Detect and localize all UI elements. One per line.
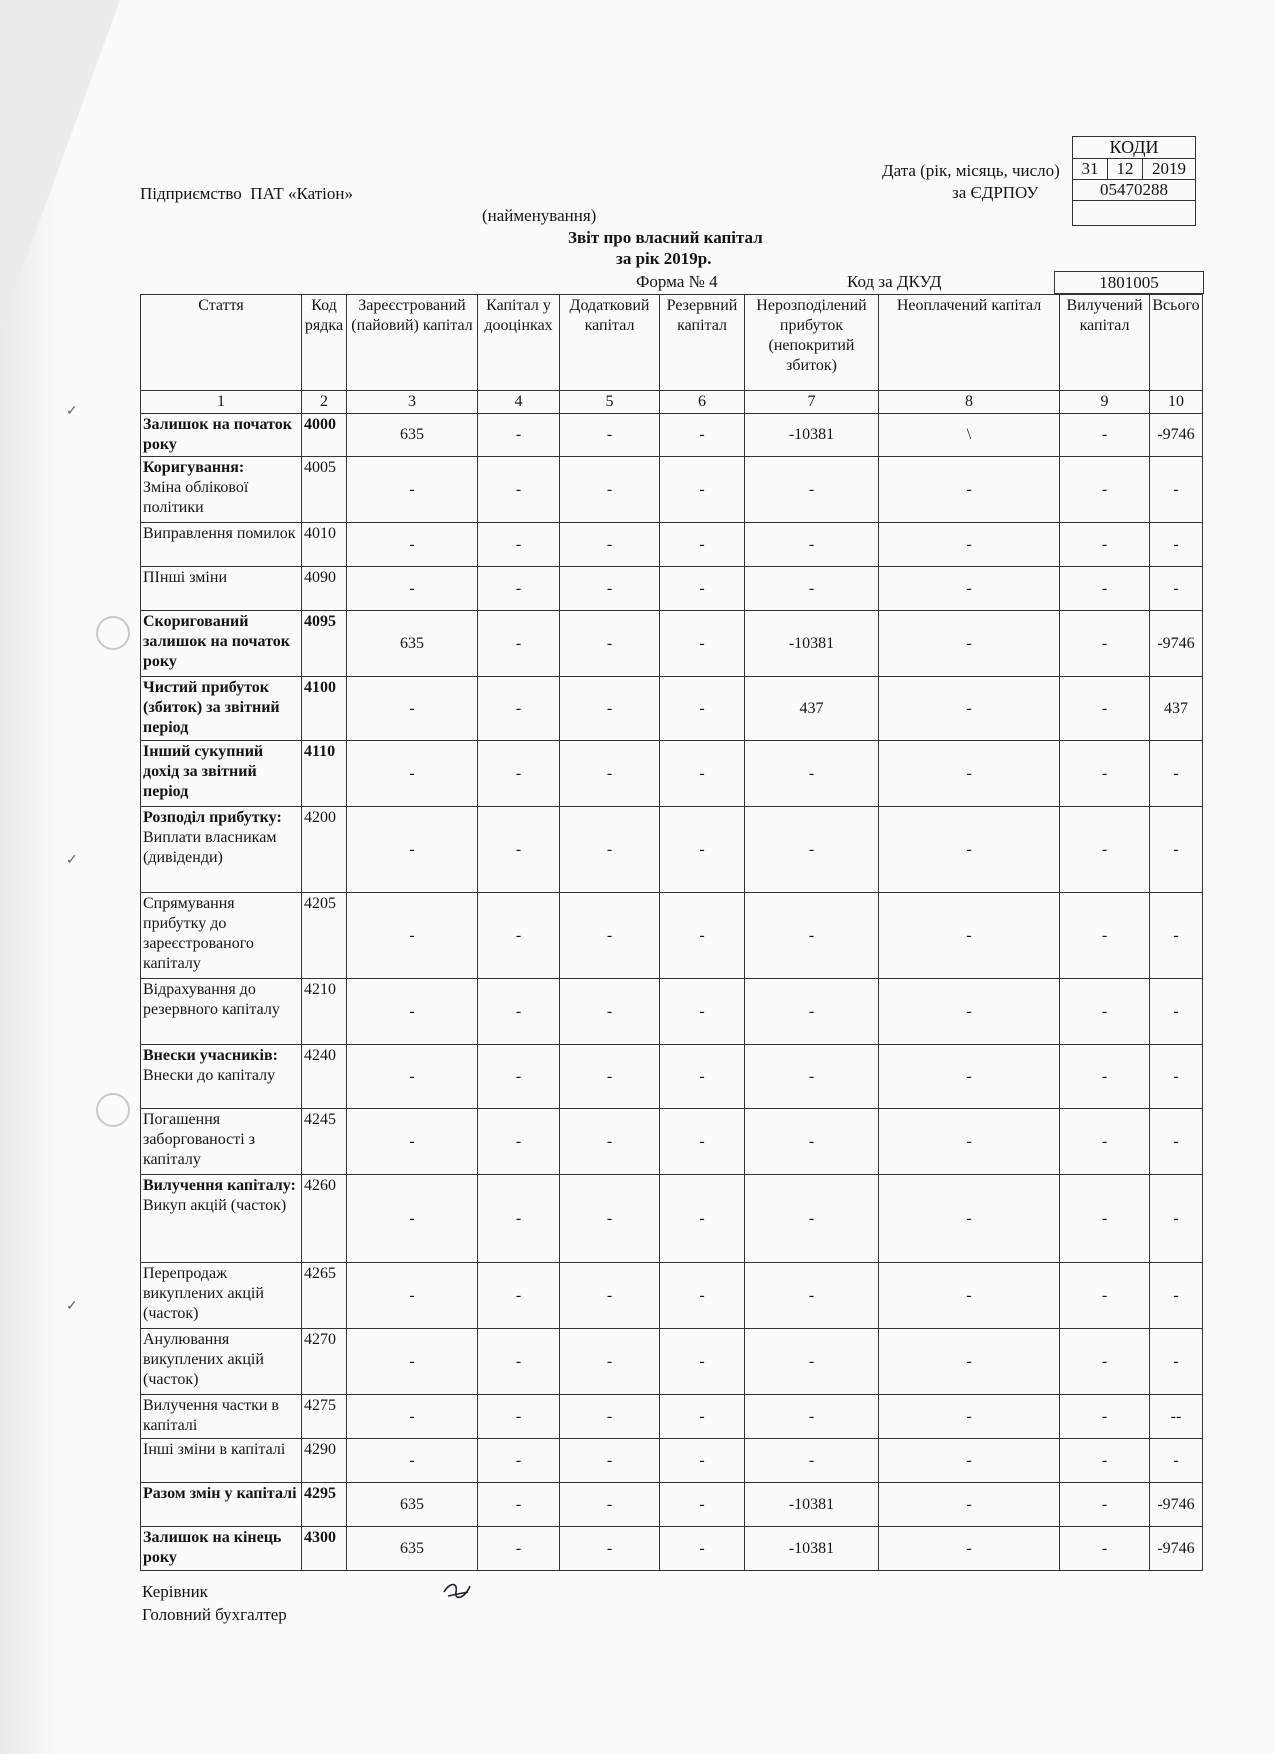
value-cell: - (660, 893, 745, 979)
value-cell: - (347, 1263, 478, 1329)
row-label: Внески до капіталу (143, 1067, 276, 1084)
row-label-cell (141, 1109, 302, 1175)
value-cell: - (478, 741, 560, 807)
row-heading: Розподіл прибутку: (143, 809, 282, 826)
value-cell: - (879, 567, 1060, 611)
value-cell: - (347, 1395, 478, 1439)
value-cell: 437 (745, 677, 879, 741)
value-cell: - (1150, 807, 1203, 893)
column-number: 2 (302, 391, 347, 414)
value-cell: - (879, 741, 1060, 807)
value-cell: - (1150, 1045, 1203, 1109)
table-row (141, 611, 1203, 677)
row-heading: Скоригований залишок на початок року (143, 613, 290, 670)
value-cell: - (478, 1045, 560, 1109)
value-cell: - (745, 523, 879, 567)
row-label: Відрахування до резервного капіталу (143, 981, 280, 1018)
row-code: 4275 (302, 1395, 347, 1439)
pencil-tick-mark: ✓ (66, 853, 78, 868)
value-cell: - (560, 1395, 660, 1439)
value-cell: - (1150, 1263, 1203, 1329)
row-label: Перепродаж викуплених акцій (часток) (143, 1265, 264, 1322)
row-label-cell (141, 741, 302, 807)
value-cell: - (478, 523, 560, 567)
row-code: 4290 (302, 1439, 347, 1483)
codes-title: КОДИ (1073, 137, 1196, 159)
report-period: за рік 2019р. (616, 249, 712, 268)
column-number: 9 (1060, 391, 1150, 414)
value-cell: - (660, 1483, 745, 1527)
value-cell: - (1060, 1329, 1150, 1395)
punch-hole-mark (96, 616, 130, 650)
row-label: Виплати власникам (дивіденди) (143, 829, 277, 866)
row-label-cell (141, 1045, 302, 1109)
value-cell: - (1150, 523, 1203, 567)
value-cell: - (478, 677, 560, 741)
table-row (141, 807, 1203, 893)
codes-empty-cell (1073, 201, 1196, 226)
row-label: Виправлення помилок (143, 525, 296, 542)
row-code: 4270 (302, 1329, 347, 1395)
director-label: Керівник (142, 1582, 208, 1601)
table-row (141, 523, 1203, 567)
value-cell: - (347, 457, 478, 523)
folded-corner (0, 0, 120, 330)
row-label-cell (141, 567, 302, 611)
value-cell: - (745, 807, 879, 893)
date-label: Дата (рік, місяць, число) (882, 161, 1060, 180)
table-body (141, 414, 1203, 1571)
value-cell: - (745, 741, 879, 807)
edrpou-label: за ЄДРПОУ (952, 183, 1039, 202)
value-cell: -10381 (745, 1527, 879, 1571)
value-cell: 437 (1150, 677, 1203, 741)
value-cell: - (478, 1439, 560, 1483)
value-cell: - (745, 1395, 879, 1439)
codes-box (1072, 136, 1196, 226)
form-label: Форма № 4 (636, 272, 718, 291)
value-cell: - (879, 1109, 1060, 1175)
table-row (141, 457, 1203, 523)
value-cell: - (560, 1483, 660, 1527)
value-cell: -10381 (745, 414, 879, 457)
value-cell: - (560, 1109, 660, 1175)
row-label: Погашення заборгованості з капіталу (143, 1111, 255, 1168)
enterprise-name: ПАТ «Катіон» (250, 184, 353, 203)
table-row (141, 979, 1203, 1045)
row-code: 4100 (302, 677, 347, 741)
report-title: Звіт про власний капітал (568, 228, 763, 247)
value-cell: - (1150, 1109, 1203, 1175)
value-cell: - (478, 1263, 560, 1329)
value-cell: - (1060, 1175, 1150, 1263)
value-cell: - (660, 1109, 745, 1175)
value-cell: - (660, 1263, 745, 1329)
row-label-cell (141, 1329, 302, 1395)
table-row (141, 1175, 1203, 1263)
value-cell: - (879, 677, 1060, 741)
value-cell: - (478, 611, 560, 677)
column-number: 6 (660, 391, 745, 414)
value-cell: -9746 (1150, 414, 1203, 457)
value-cell: - (1150, 1329, 1203, 1395)
value-cell: - (1150, 979, 1203, 1045)
value-cell: - (879, 611, 1060, 677)
value-cell: 635 (347, 414, 478, 457)
value-cell: - (1060, 611, 1150, 677)
chief-accountant-label: Головний бухгалтер (142, 1605, 287, 1624)
value-cell: - (745, 567, 879, 611)
equity-statement-table (140, 294, 1203, 1571)
column-header: Неоплачений капітал (879, 295, 1060, 391)
value-cell: - (1060, 1395, 1150, 1439)
value-cell: - (745, 1045, 879, 1109)
value-cell: - (1060, 741, 1150, 807)
pencil-tick-mark: ✓ (66, 404, 78, 419)
value-cell: - (879, 1045, 1060, 1109)
dkud-code: 1801005 (1054, 271, 1204, 294)
value-cell: - (347, 1329, 478, 1395)
value-cell: - (1060, 1483, 1150, 1527)
date-year: 2019 (1143, 159, 1196, 180)
column-header: Стаття (141, 295, 302, 391)
table-row (141, 677, 1203, 741)
row-code: 4210 (302, 979, 347, 1045)
value-cell: - (560, 1439, 660, 1483)
value-cell: - (1150, 567, 1203, 611)
value-cell: - (478, 893, 560, 979)
column-number: 3 (347, 391, 478, 414)
value-cell: - (560, 1527, 660, 1571)
row-label: Спрямування прибутку до зареєстрованого капіталу (143, 895, 254, 972)
value-cell: - (1060, 1109, 1150, 1175)
row-label-cell (141, 1527, 302, 1571)
value-cell: - (1060, 1045, 1150, 1109)
column-number: 4 (478, 391, 560, 414)
value-cell: - (560, 567, 660, 611)
row-heading: Залишок на кінець року (143, 1529, 282, 1566)
row-label-cell (141, 979, 302, 1045)
value-cell: - (347, 807, 478, 893)
value-cell: - (660, 979, 745, 1045)
value-cell: - (1150, 1439, 1203, 1483)
row-label: Зміна облікової політики (143, 479, 249, 516)
column-header: Резервний капітал (660, 295, 745, 391)
value-cell: - (1060, 567, 1150, 611)
value-cell: - (879, 1439, 1060, 1483)
value-cell: - (560, 741, 660, 807)
value-cell: - (560, 523, 660, 567)
table-row (141, 567, 1203, 611)
row-label-cell (141, 523, 302, 567)
row-label-cell (141, 807, 302, 893)
row-label: Вилучення частки в капіталі (143, 1397, 279, 1434)
value-cell: - (478, 979, 560, 1045)
value-cell: - (347, 1439, 478, 1483)
value-cell: - (1060, 414, 1150, 457)
row-code: 4110 (302, 741, 347, 807)
value-cell: - (1060, 523, 1150, 567)
value-cell: - (745, 457, 879, 523)
row-code: 4010 (302, 523, 347, 567)
value-cell: - (347, 1045, 478, 1109)
value-cell: - (560, 979, 660, 1045)
value-cell: - (1060, 807, 1150, 893)
value-cell: - (1150, 893, 1203, 979)
value-cell: - (478, 1527, 560, 1571)
value-cell: - (879, 1263, 1060, 1329)
value-cell: - (660, 523, 745, 567)
row-code: 4300 (302, 1527, 347, 1571)
table-row (141, 1329, 1203, 1395)
value-cell: 635 (347, 1527, 478, 1571)
table-header-row (141, 295, 1203, 391)
value-cell: - (347, 677, 478, 741)
edrpou-code: 05470288 (1073, 180, 1196, 201)
row-label-cell (141, 457, 302, 523)
enterprise-label: Підприємство (140, 184, 242, 203)
value-cell: 635 (347, 611, 478, 677)
value-cell: - (660, 1395, 745, 1439)
enterprise-line (140, 184, 353, 204)
value-cell: - (879, 1329, 1060, 1395)
value-cell: - (660, 807, 745, 893)
value-cell: - (660, 1527, 745, 1571)
row-label-cell (141, 1483, 302, 1527)
value-cell: - (560, 1329, 660, 1395)
value-cell: - (660, 567, 745, 611)
value-cell: - (660, 1439, 745, 1483)
value-cell: - (745, 1439, 879, 1483)
value-cell: -9746 (1150, 611, 1203, 677)
value-cell: - (347, 523, 478, 567)
value-cell: - (478, 1175, 560, 1263)
value-cell: -9746 (1150, 1527, 1203, 1571)
row-label-cell (141, 893, 302, 979)
value-cell: - (1060, 1263, 1150, 1329)
value-cell: - (660, 457, 745, 523)
value-cell: - (560, 807, 660, 893)
signature-mark (440, 1578, 474, 1604)
value-cell: - (560, 457, 660, 523)
value-cell: - (660, 1329, 745, 1395)
row-heading: Чистий прибуток (збиток) за звітний період (143, 679, 280, 736)
value-cell: - (879, 807, 1060, 893)
value-cell: - (478, 807, 560, 893)
row-label: Анулювання викуплених акцій (часток) (143, 1331, 264, 1388)
row-code: 4240 (302, 1045, 347, 1109)
table-row (141, 1263, 1203, 1329)
table-row (141, 1395, 1203, 1439)
table-row (141, 1109, 1203, 1175)
name-caption: (найменування) (482, 206, 597, 225)
value-cell: -10381 (745, 611, 879, 677)
value-cell: - (560, 1175, 660, 1263)
value-cell: - (347, 1175, 478, 1263)
row-code: 4095 (302, 611, 347, 677)
value-cell: - (560, 611, 660, 677)
value-cell: - (347, 567, 478, 611)
row-code: 4245 (302, 1109, 347, 1175)
column-number: 5 (560, 391, 660, 414)
row-label-cell (141, 611, 302, 677)
row-heading: Залишок на початок року (143, 416, 293, 453)
table-row (141, 741, 1203, 807)
value-cell: - (660, 414, 745, 457)
value-cell: - (879, 893, 1060, 979)
value-cell: - (1060, 893, 1150, 979)
pencil-tick-mark: ✓ (66, 1299, 78, 1314)
row-label: Інші зміни в капіталі (143, 1441, 286, 1458)
row-code: 4260 (302, 1175, 347, 1263)
row-label: ПІнші зміни (143, 569, 227, 586)
dkud-label: Код за ДКУД (847, 272, 942, 291)
row-label-cell (141, 1439, 302, 1483)
value-cell: - (1060, 457, 1150, 523)
column-header: Всього (1150, 295, 1203, 391)
row-code: 4265 (302, 1263, 347, 1329)
row-code: 4205 (302, 893, 347, 979)
row-heading: Вилучення капіталу: (143, 1177, 296, 1194)
column-header: Вилучений капітал (1060, 295, 1150, 391)
value-cell: - (478, 1109, 560, 1175)
value-cell: - (478, 1395, 560, 1439)
value-cell: - (478, 567, 560, 611)
date-day: 31 (1073, 159, 1108, 180)
column-number: 1 (141, 391, 302, 414)
row-code: 4200 (302, 807, 347, 893)
column-header: Капітал у дооцінках (478, 295, 560, 391)
table-row (141, 414, 1203, 457)
value-cell: - (879, 1483, 1060, 1527)
row-label-cell (141, 677, 302, 741)
value-cell: - (879, 979, 1060, 1045)
value-cell: - (1060, 1527, 1150, 1571)
value-cell: - (879, 1527, 1060, 1571)
row-label-cell (141, 1175, 302, 1263)
table-row (141, 893, 1203, 979)
value-cell: - (1060, 1439, 1150, 1483)
value-cell: -10381 (745, 1483, 879, 1527)
value-cell: - (1060, 979, 1150, 1045)
value-cell: - (560, 893, 660, 979)
value-cell: - (745, 893, 879, 979)
value-cell: - (745, 1329, 879, 1395)
value-cell: - (660, 611, 745, 677)
row-label-cell (141, 1395, 302, 1439)
column-number: 7 (745, 391, 879, 414)
row-label-cell (141, 414, 302, 457)
value-cell: - (478, 457, 560, 523)
value-cell: - (1060, 677, 1150, 741)
value-cell: - (347, 1109, 478, 1175)
row-heading: Коригування: (143, 459, 245, 476)
row-label: Викуп акцій (часток) (143, 1197, 287, 1214)
table-row (141, 1439, 1203, 1483)
row-heading: Інший сукупний дохід за звітний період (143, 743, 264, 800)
value-cell: - (745, 1175, 879, 1263)
column-number-row (141, 391, 1203, 414)
column-number: 10 (1150, 391, 1203, 414)
table-row (141, 1483, 1203, 1527)
value-cell: -9746 (1150, 1483, 1203, 1527)
value-cell: - (1150, 741, 1203, 807)
value-cell: - (879, 523, 1060, 567)
row-heading: Разом змін у капіталі (143, 1485, 297, 1502)
row-label-cell (141, 1263, 302, 1329)
value-cell: - (879, 1395, 1060, 1439)
value-cell: - (1150, 457, 1203, 523)
row-code: 4295 (302, 1483, 347, 1527)
column-header: Код рядка (302, 295, 347, 391)
row-code: 4000 (302, 414, 347, 457)
value-cell: - (660, 677, 745, 741)
column-header: Нерозподілений прибуток (непокритий збиток) (745, 295, 879, 391)
date-month: 12 (1108, 159, 1143, 180)
value-cell: - (879, 1175, 1060, 1263)
column-header: Зареєстрований (пайовий) капітал (347, 295, 478, 391)
value-cell: -- (1150, 1395, 1203, 1439)
row-heading: Внески учасників: (143, 1047, 278, 1064)
value-cell: - (1150, 1175, 1203, 1263)
value-cell: - (478, 1483, 560, 1527)
row-code: 4005 (302, 457, 347, 523)
value-cell: - (478, 1329, 560, 1395)
value-cell: - (347, 741, 478, 807)
value-cell: - (478, 414, 560, 457)
value-cell: 635 (347, 1483, 478, 1527)
punch-hole-mark (96, 1093, 130, 1127)
column-header: Додатковий капітал (560, 295, 660, 391)
value-cell: - (745, 979, 879, 1045)
value-cell: - (560, 414, 660, 457)
value-cell: - (745, 1109, 879, 1175)
column-number: 8 (879, 391, 1060, 414)
value-cell: - (560, 1263, 660, 1329)
value-cell: - (879, 457, 1060, 523)
value-cell: - (347, 893, 478, 979)
table-row (141, 1527, 1203, 1571)
value-cell: - (347, 979, 478, 1045)
value-cell: - (560, 677, 660, 741)
row-code: 4090 (302, 567, 347, 611)
value-cell: - (745, 1263, 879, 1329)
value-cell: \ (879, 414, 1060, 457)
table-row (141, 1045, 1203, 1109)
value-cell: - (660, 1045, 745, 1109)
value-cell: - (560, 1045, 660, 1109)
value-cell: - (660, 1175, 745, 1263)
value-cell: - (660, 741, 745, 807)
